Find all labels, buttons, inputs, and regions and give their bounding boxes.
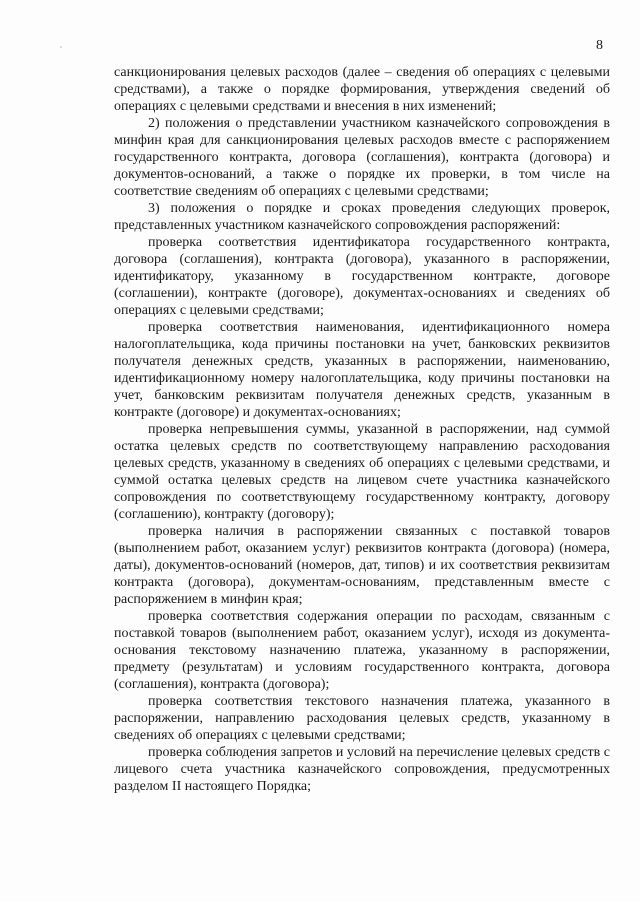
paragraph-check-requisites: проверка наличия в распоряжении связанных с поставкой товаров (выполнением работ, оказанием услуг) реквизитов контракта (договора) (номера, даты), документов-оснований (номеров, дат, типов) и их соответствия реквизитам контракта (договора), документам-основаниям, представленным вместе с распоряжением в минфин края;: [114, 524, 610, 607]
paragraph-check-identifier: проверка соответствия идентификатора государственного контракта, договора (соглашения), контракта (договора), указанного в распоряжении, идентификатору, указанному в государственном контракте, договоре (соглашении), контракте (договоре), документах-основаниях и сведениях об операциях с целевыми средствами;: [114, 235, 610, 318]
paragraph-check-recipient: проверка соответствия наименования, идентификационного номера налогоплательщика, кода причины постановки на учет, банковских реквизитов получателя денежных средств, указанных в распоряжении, наименованию, идентификационному номеру налогоплательщика, коду причины постановки на учет, банковским реквизитам получателя денежных средств, указанным в контракте (договоре) и документах-основаниях;: [114, 320, 610, 420]
paragraph-check-operation-content: проверка соответствия содержания операции по расходам, связанным с поставкой товаров (выполнением работ, оказанием услуг), исходя из документа-основания текстовому назначению платежа, указанному в распоряжении, предмету (результатам) и условиям государственного контракта, договора (соглашения), контракта (договора);: [114, 609, 610, 692]
scan-artifact: [60, 46, 62, 48]
page-number: 8: [596, 38, 603, 53]
paragraph-item-3: 3) положения о порядке и сроках проведения следующих проверок, представленных участником казначейского сопровождения распоряжений:: [114, 201, 610, 233]
paragraph-continuation: санкционирования целевых расходов (далее – сведения об операциях с целевыми средствами), а также о порядке формирования, утверждения сведений об операциях с целевыми средствами и внесения в них изменений;: [114, 65, 610, 114]
paragraph-item-2: 2) положения о представлении участником казначейского сопровождения в минфин края для санкционирования целевых расходов вместе с распоряжением государственного контракта, договора (соглашения), контракта (договора) и документов-оснований, а также о порядке их проверки, в том числе на соответствие сведениям об операциях с целевыми средствами;: [114, 116, 610, 199]
paragraph-check-payment-purpose: проверка соответствия текстового назначения платежа, указанного в распоряжении, направлению расходования целевых средств, указанному в сведениях об операциях с целевыми средствами;: [114, 694, 610, 743]
document-body: [114, 64, 610, 795]
paragraph-check-amount: проверка непревышения суммы, указанной в распоряжении, над суммой остатка целевых средств по соответствующему направлению расходования целевых средств, указанному в сведениях об операциях с целевыми средствами, и суммой остатка целевых средств на лицевом счете участника казначейского сопровождения по соответствующему государственному контракту, договору (соглашению), контракту (договору);: [114, 422, 610, 522]
paragraph-check-restrictions: проверка соблюдения запретов и условий на перечисление целевых средств с лицевого счета участника казначейского сопровождения, предусмотренных разделом II настоящего Порядка;: [114, 745, 610, 794]
